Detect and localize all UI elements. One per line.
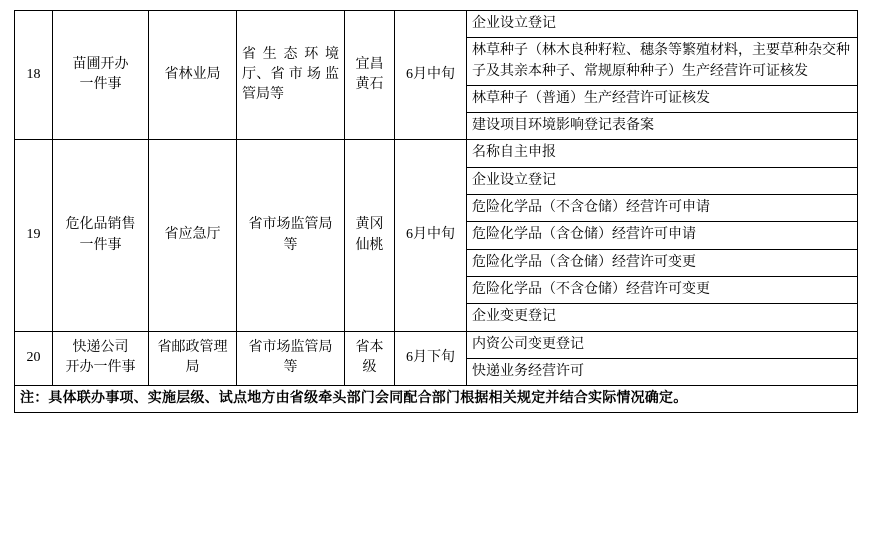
row-area-20: 省本级 (345, 331, 395, 386)
row-area-19-line1: 黄冈 (355, 217, 384, 233)
row-number-18: 18 (15, 11, 53, 140)
row-18-list-item-4: 建设项目环境影响登记表备案 (467, 113, 858, 140)
row-area-19-line2: 仙桃 (355, 237, 384, 253)
row-number-20: 20 (15, 331, 53, 386)
row-19-list-item-2: 企业设立登记 (467, 167, 858, 194)
row-time-20: 6月下旬 (395, 331, 467, 386)
row-lead-18: 省林业局 (149, 11, 237, 140)
row-coop-18 (237, 11, 345, 140)
row-item-19-line2: 一件事 (79, 237, 122, 253)
table-row (15, 11, 858, 38)
row-time-18: 6月中旬 (395, 11, 467, 140)
table-note: 注：具体联办事项、实施层级、试点地方由省级牵头部门会同配合部门根据相关规定并结合实际情况确定。 (15, 386, 858, 413)
row-coop-18-line3: 管局等 (242, 87, 284, 103)
row-19-list-item-3: 危险化学品（不含仓储）经营许可申请 (467, 195, 858, 222)
row-area-18-line1: 宜昌 (355, 56, 384, 72)
row-area-18-line2: 黄石 (355, 77, 384, 93)
table-row (15, 140, 858, 167)
row-coop-20: 省市场监管局等 (237, 331, 345, 386)
row-19-list-item-5: 危险化学品（含仓储）经营许可变更 (467, 249, 858, 276)
row-20-list-item-1: 内资公司变更登记 (467, 331, 858, 358)
row-18-list-item-3: 林草种子（普通）生产经营许可证核发 (467, 85, 858, 112)
row-item-20 (53, 331, 149, 386)
row-lead-20: 省邮政管理局 (149, 331, 237, 386)
row-item-20-line1: 快递公司 (72, 340, 129, 356)
row-18-list-item-2: 林草种子（林木良种籽粒、穗条等繁殖材料，主要草种杂交种子及其亲本种子、常规原种种子）生产经营许可证核发 (467, 38, 858, 86)
table-note-row (15, 386, 858, 413)
row-coop-19: 省市场监管局等 (237, 140, 345, 331)
row-item-20-line2: 开办一件事 (65, 360, 136, 376)
row-item-19-line1: 危化品销售 (65, 217, 136, 233)
row-coop-18-line2: 厅、省 市 场 监 (242, 67, 339, 83)
row-area-18 (345, 11, 395, 140)
row-19-list-item-6: 危险化学品（不含仓储）经营许可变更 (467, 276, 858, 303)
row-18-list-item-1: 企业设立登记 (467, 11, 858, 38)
row-19-list-item-1: 名称自主申报 (467, 140, 858, 167)
row-coop-18-line1: 省 生 态 环 境 (242, 46, 339, 62)
row-time-19: 6月中旬 (395, 140, 467, 331)
row-item-19 (53, 140, 149, 331)
row-area-19 (345, 140, 395, 331)
row-item-18-line2: 一件事 (79, 77, 122, 93)
row-number-19: 19 (15, 140, 53, 331)
row-item-18-line1: 苗圃开办 (72, 56, 129, 72)
task-list-table (14, 10, 858, 413)
row-19-list-item-4: 危险化学品（含仓储）经营许可申请 (467, 222, 858, 249)
row-20-list-item-2: 快递业务经营许可 (467, 358, 858, 385)
row-item-18 (53, 11, 149, 140)
table-row (15, 331, 858, 358)
row-19-list-item-7: 企业变更登记 (467, 304, 858, 331)
table-body (15, 11, 858, 413)
row-lead-19: 省应急厅 (149, 140, 237, 331)
